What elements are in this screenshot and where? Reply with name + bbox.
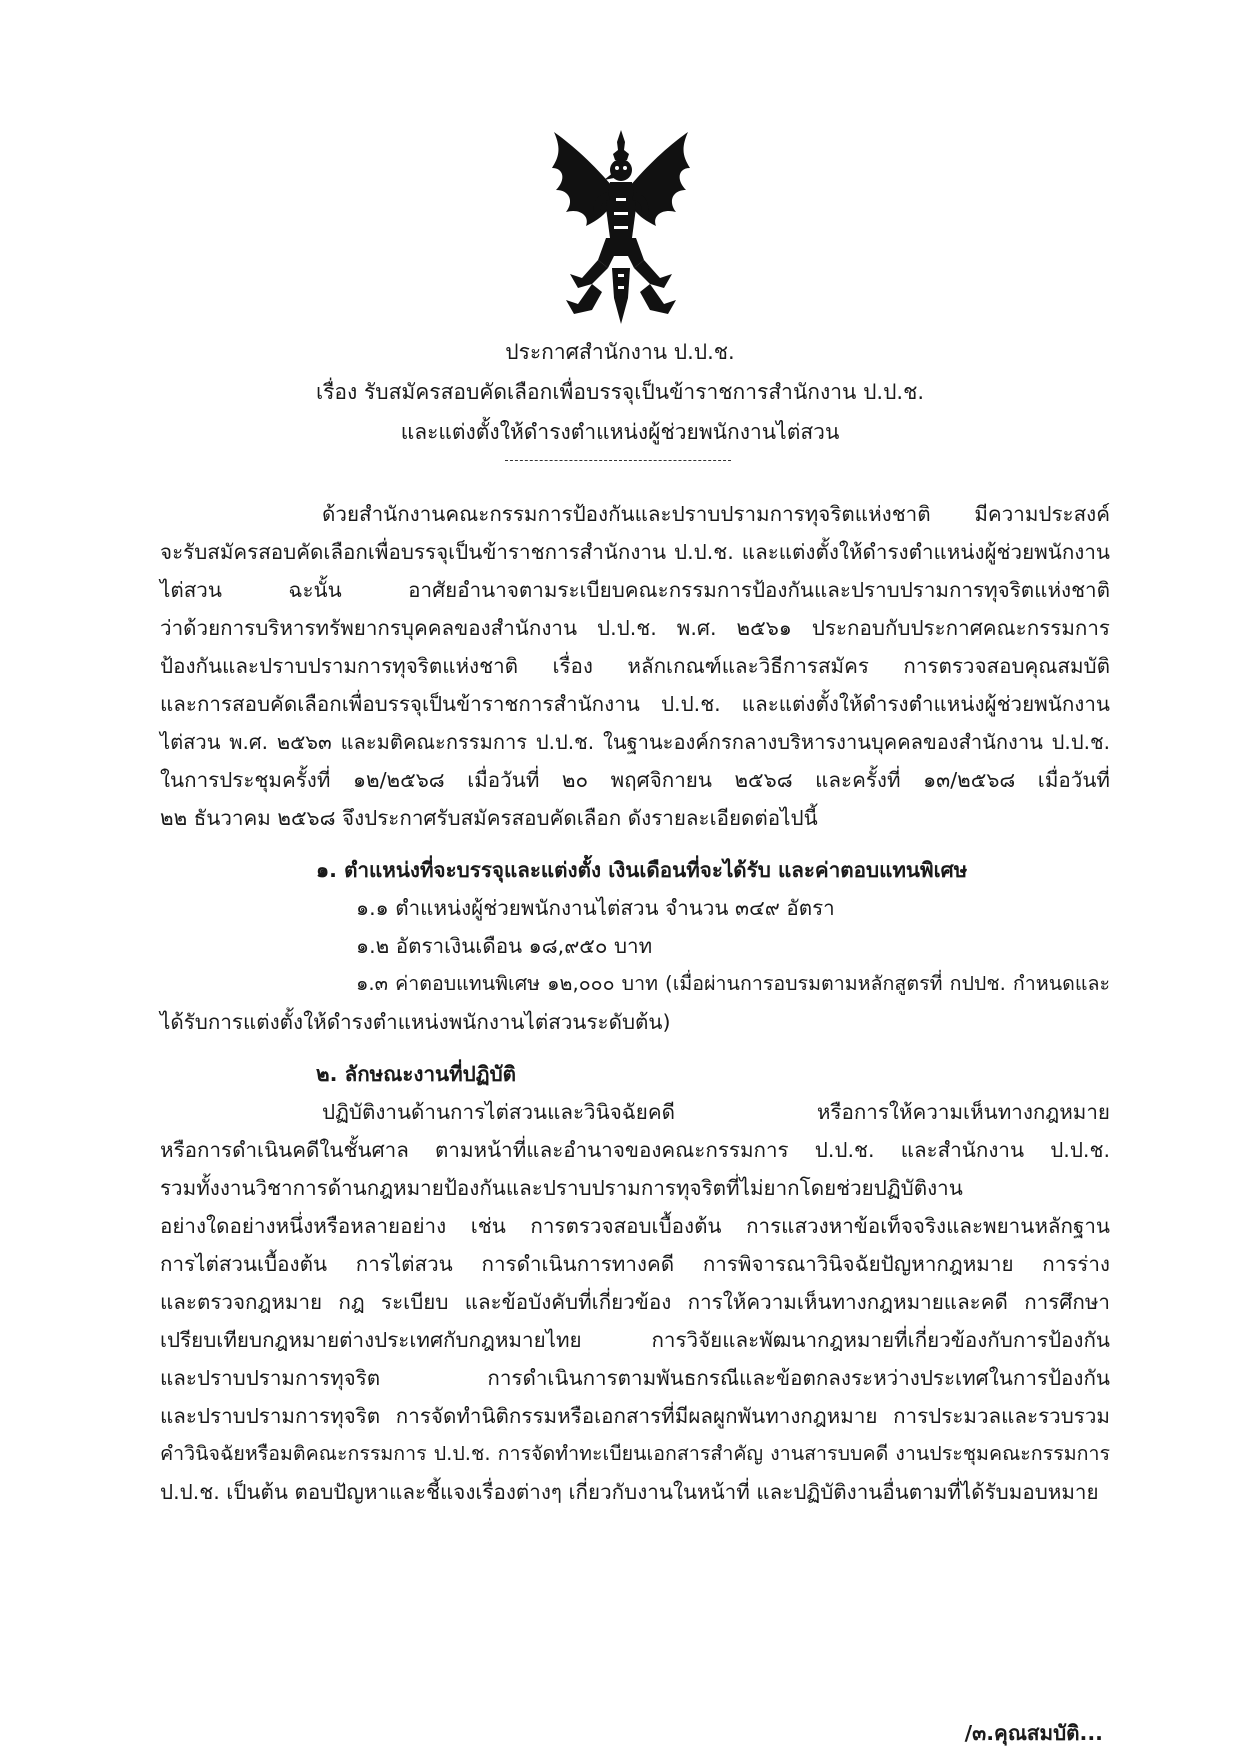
section-2-line: และปราบปรามการทุจริต การดำเนินการตามพันธกรณีและข้อตกลงระหว่างประเทศในการป้องกัน (160, 1366, 1110, 1390)
section-1-item-1: ๑.๑ ตำแหน่งผู้ช่วยพนักงานไต่สวน จำนวน ๓๔๙ อัตรา (356, 896, 835, 920)
announcement-subject-line-2: และแต่งตั้งให้ดำรงตำแหน่งผู้ช่วยพนักงานไต่สวน (400, 420, 840, 444)
intro-line: ว่าด้วยการบริหารทรัพยากรบุคคลของสำนักงาน ป.ป.ช. พ.ศ. ๒๕๖๑ ประกอบกับประกาศคณะกรรมการ (160, 616, 1110, 640)
garuda-emblem-icon (548, 128, 694, 328)
section-2-line: ป.ป.ช. เป็นต้น ตอบปัญหาและชี้แจงเรื่องต่างๆ เกี่ยวกับงานในหน้าที่ และปฏิบัติงานอื่นตามที่ได้รับมอบหมาย (160, 1480, 1099, 1504)
continuation-marker: /๓.คุณสมบัติ... (964, 1720, 1103, 1745)
section-2-line: และตรวจกฎหมาย กฎ ระเบียบ และข้อบังคับที่เกี่ยวข้อง การให้ความเห็นทางกฎหมายและคดี การศึกษา (160, 1290, 1110, 1314)
section-1-heading: ๑. ตำแหน่งที่จะบรรจุและแต่งตั้ง เงินเดือนที่จะได้รับ และค่าตอบแทนพิเศษ (316, 858, 968, 882)
intro-line: จะรับสมัครสอบคัดเลือกเพื่อบรรจุเป็นข้าราชการสำนักงาน ป.ป.ช. และแต่งตั้งให้ดำรงตำแหน่งผู้ช่วยพนักงาน (160, 540, 1110, 564)
section-2-line: ปฏิบัติงานด้านการไต่สวนและวินิจฉัยคดี หรือการให้ความเห็นทางกฎหมาย (322, 1100, 1110, 1124)
intro-line: ไต่สวน ฉะนั้น อาศัยอำนาจตามระเบียบคณะกรรมการป้องกันและปราบปรามการทุจริตแห่งชาติ (160, 578, 1110, 602)
section-2-line: เปรียบเทียบกฎหมายต่างประเทศกับกฎหมายไทย การวิจัยและพัฒนากฎหมายที่เกี่ยวข้องกับการป้องกัน (160, 1328, 1110, 1352)
section-2-line: รวมทั้งงานวิชาการด้านกฎหมายป้องกันและปราบปรามการทุจริตที่ไม่ยากโดยช่วยปฏิบัติงาน (160, 1176, 963, 1200)
announcement-subject-line-1: เรื่อง รับสมัครสอบคัดเลือกเพื่อบรรจุเป็นข้าราชการสำนักงาน ป.ป.ช. (315, 380, 925, 404)
intro-line: ในการประชุมครั้งที่ ๑๒/๒๕๖๘ เมื่อวันที่ ๒๐ พฤศจิกายน ๒๕๖๘ และครั้งที่ ๑๓/๒๕๖๘ เมื่อวันที่ (160, 768, 1110, 792)
section-1-item-3: ๑.๓ ค่าตอบแทนพิเศษ ๑๒,๐๐๐ บาท (เมื่อผ่านการอบรมตามหลักสูตรที่ กปปช. กำหนดและ (356, 972, 1110, 995)
intro-line: ไต่สวน พ.ศ. ๒๕๖๓ และมติคณะกรรมการ ป.ป.ช. ในฐานะองค์กรกลางบริหารงานบุคคลของสำนักงาน ป.ป.ช. (160, 730, 1110, 754)
intro-line: และการสอบคัดเลือกเพื่อบรรจุเป็นข้าราชการสำนักงาน ป.ป.ช. และแต่งตั้งให้ดำรงตำแหน่งผู้ช่วยพนักงาน (160, 692, 1110, 716)
intro-line: ๒๒ ธันวาคม ๒๕๖๘ จึงประกาศรับสมัครสอบคัดเลือก ดังรายละเอียดต่อไปนี้ (160, 806, 818, 830)
section-1-item-3-continued: ได้รับการแต่งตั้งให้ดำรงตำแหน่งพนักงานไต่สวนระดับต้น) (160, 1010, 671, 1034)
section-2-line: คำวินิจฉัยหรือมติคณะกรรมการ ป.ป.ช. การจัดทำทะเบียนเอกสารสำคัญ งานสารบบคดี งานประชุมคณะกรรมการ (160, 1442, 1110, 1465)
announcement-title: ประกาศสำนักงาน ป.ป.ช. (505, 340, 735, 364)
section-2-line: อย่างใดอย่างหนึ่งหรือหลายอย่าง เช่น การตรวจสอบเบื้องต้น การแสวงหาข้อเท็จจริงและพยานหลักฐาน (160, 1214, 1110, 1238)
intro-line: ป้องกันและปราบปรามการทุจริตแห่งชาติ เรื่อง หลักเกณฑ์และวิธีการสมัคร การตรวจสอบคุณสมบัติ (160, 654, 1110, 678)
section-2-line: และปราบปรามการทุจริต การจัดทำนิติกรรมหรือเอกสารที่มีผลผูกพันทางกฎหมาย การประมวลและรวบรวม (160, 1404, 1110, 1428)
section-2-line: การไต่สวนเบื้องต้น การไต่สวน การดำเนินการทางคดี การพิจารณาวินิจฉัยปัญหากฎหมาย การร่าง (160, 1252, 1110, 1276)
header-divider (505, 460, 731, 461)
section-2-heading: ๒. ลักษณะงานที่ปฏิบัติ (316, 1062, 517, 1086)
section-2-line: หรือการดำเนินคดีในชั้นศาล ตามหน้าที่และอำนาจของคณะกรรมการ ป.ป.ช. และสำนักงาน ป.ป.ช. (160, 1138, 1110, 1162)
intro-line: ด้วยสำนักงานคณะกรรมการป้องกันและปราบปรามการทุจริตแห่งชาติ มีความประสงค์ (322, 502, 1110, 526)
section-1-item-2: ๑.๒ อัตราเงินเดือน ๑๘,๙๕๐ บาท (356, 934, 653, 958)
